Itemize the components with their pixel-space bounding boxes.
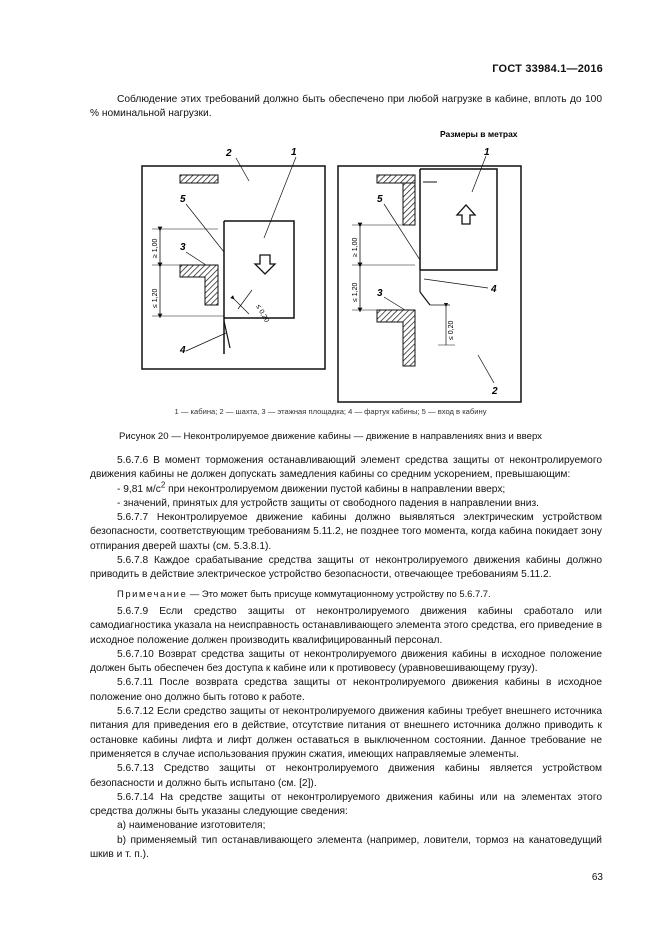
right-upper-landing: [377, 175, 415, 183]
paragraph-5-6-7-14: 5.6.7.14 На средстве защиты от неконтролируемого движения кабины или на элементах этого средства должны быть указаны следующие сведения:: [90, 791, 602, 818]
left-top-landing: [180, 175, 218, 183]
note-label: Примечание: [117, 587, 188, 599]
right-diagram: [338, 147, 521, 402]
left-dim-100: ≥ 1,00: [152, 238, 159, 258]
right-cabin: [420, 169, 497, 270]
left-label-3: 3: [180, 242, 186, 253]
intro-paragraph: [90, 93, 602, 122]
figure-20: [0, 120, 661, 420]
left-dim-120: ≤ 1,20: [152, 288, 159, 308]
right-label-1: 1: [484, 147, 490, 158]
left-shaft-frame: [142, 166, 325, 369]
bullet-2: - значений, принятых для устройств защиты от свободного падения в направлении вниз.: [117, 497, 539, 509]
left-label-5: 5: [180, 194, 186, 205]
bullet-1: [90, 480, 602, 497]
paragraph-5-6-7-8: 5.6.7.8 Каждое срабатывание средства защиты от неконтролируемого движения кабины должно приводить в действие электрическое устройство безопасности, отвечающее требованиям 5.11.2.: [90, 555, 602, 581]
right-label-4: 4: [491, 284, 497, 295]
right-label-5: 5: [377, 194, 383, 205]
paragraph-5-6-7-7: 5.6.7.7 Неконтролируемое движение кабины должно выявляться электрическим устройством безопасности, соответствующим требованиям 5.11.2, не позднее того момента, когда кабина покидает зону отпирания дверей шахты (см. 5.3.8.1).: [90, 512, 602, 552]
left-label-4: 4: [180, 345, 186, 356]
paragraph-5-6-7-11: 5.6.7.11 После возврата средства защиты от неконтролируемого движения кабины в исходное положение оно должно быть готово к работе.: [90, 677, 602, 703]
paragraph-5-6-7-12: 5.6.7.12 Если средство защиты от неконтролируемого движения кабины требует внешнего источника питания для приведения его в действие, отсутствие питания от внешнего источника должно приводить к остановке кабины лифта и лифт должен оставаться в выключенном состоянии. Данное требование не применяется в случае использования пружин сжатия, имеющих направляемые элементы.: [90, 706, 602, 760]
paragraph-5-6-7-6: 5.6.7.6 В момент торможения останавливающий элемент средства защиты от неконтролируемого движения кабины не должен допускать замедления кабины со средним ускорением, превышающим:: [90, 455, 602, 481]
list-item-a: а) наименование изготовителя;: [117, 820, 266, 832]
left-label-2: 2: [226, 148, 232, 159]
left-label-1: 1: [291, 147, 297, 158]
standard-header: ГОСТ 33984.1—2016: [492, 63, 603, 75]
figure-legend: 1 — кабина; 2 — шахта, 3 — этажная площадка; 4 — фартук кабины; 5 — вход в кабину: [174, 407, 487, 416]
down-arrow-icon: [255, 255, 275, 274]
right-upper-apron: [403, 183, 415, 225]
note-text: — Это может быть присуще коммутационному устройству по 5.6.7.7.: [187, 587, 491, 599]
note: [90, 587, 602, 601]
bullet-1-pre: - 9,81 м/с: [117, 483, 161, 495]
page-number: 63: [591, 872, 603, 883]
bullet-1-sup: 2: [160, 480, 166, 490]
figure-title: Рисунок 20 — Неконтролируемое движение кабины — движение в направлениях вниз и вверх: [119, 431, 542, 442]
paragraph-5-6-7-10: 5.6.7.10 Возврат средства защиты от неконтролируемого движения кабины в исходное положение должен быть обеспечен без доступа к кабине или к противовесу (уравновешивающему грузу).: [90, 648, 602, 675]
right-dim-120: ≤ 1,20: [352, 282, 359, 302]
right-dim-100: ≥ 1,00: [352, 237, 359, 257]
right-label-3: 3: [377, 288, 383, 299]
body-text: [90, 454, 602, 862]
right-dim-020: ≤ 0,20: [448, 320, 455, 340]
intro-text: Соблюдение этих требований должно быть обеспечено при любой нагрузке в кабине, вплоть до 100 % номинальной нагрузки.: [90, 94, 602, 120]
up-arrow-icon: [457, 205, 475, 224]
right-label-2: 2: [492, 386, 498, 397]
right-lower-landing: [377, 310, 415, 366]
left-dim-020: ≤ 0,20: [254, 303, 271, 324]
units-note: Размеры в метрах: [440, 129, 518, 139]
paragraph-5-6-7-13: 5.6.7.13 Средство защиты от неконтролируемого движения кабины является устройством безопасности и должно быть испытано (см. [2]).: [90, 763, 602, 789]
bullet-1-post: при неконтролируемом движении пустой кабины в направлении вверх;: [165, 483, 506, 495]
list-item-b: b) применяемый тип останавливающего элемента (например, ловители, тормоз на канатоведущий шкив и т. п.).: [90, 834, 602, 861]
left-landing-3: [180, 265, 218, 305]
left-diagram: [142, 147, 325, 369]
paragraph-5-6-7-9: 5.6.7.9 Если средство защиты от неконтролируемого движения кабины сработало или самодиагностика указала на неисправность останавливающего элемента этого средства, его приведение в исходное положение должен производить квалифицированный персонал.: [90, 605, 602, 646]
